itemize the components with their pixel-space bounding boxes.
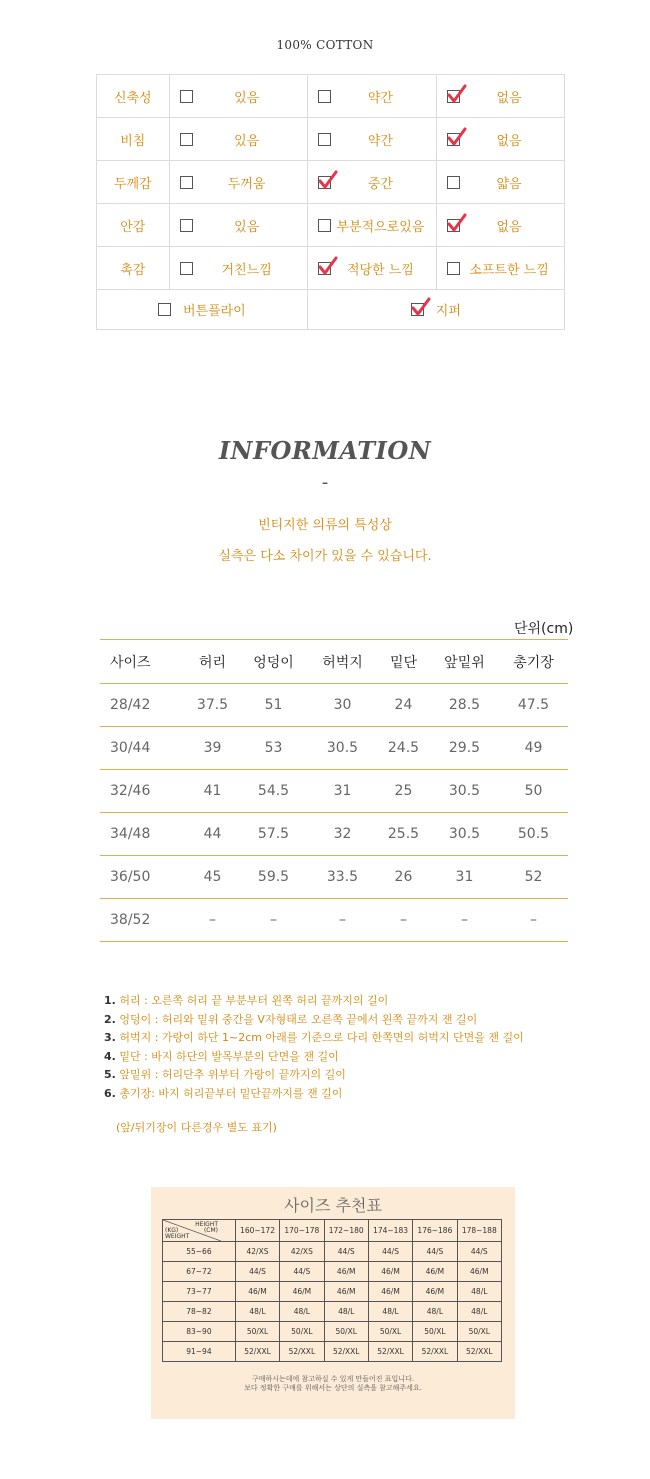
option-label: 있음 <box>234 90 260 106</box>
definition-item <box>104 1029 524 1048</box>
definition-text: 엉덩이 : 허리와 밑위 중간을 V자형태로 오른쪽 끝에서 왼쪽 끝까지 잰 길이 <box>119 1012 478 1026</box>
size-row <box>100 770 568 813</box>
size-cell: 26 <box>377 856 430 899</box>
size-cell: 50 <box>499 770 568 813</box>
size-cell: 24 <box>377 684 430 727</box>
reco-row <box>163 1262 502 1282</box>
fabric-row <box>97 204 565 247</box>
reco-row <box>163 1342 502 1362</box>
reco-note <box>151 1375 515 1393</box>
fabric-table <box>96 74 565 330</box>
size-cell: 45 <box>186 856 239 899</box>
reco-size-cell: 48/L <box>368 1302 412 1322</box>
corner-cm: (CM) <box>203 1227 218 1234</box>
checkmark-icon <box>447 84 467 104</box>
reco-row <box>163 1302 502 1322</box>
size-row <box>100 727 568 770</box>
reco-size-cell: 48/L <box>280 1302 324 1322</box>
size-cell: – <box>308 899 377 942</box>
size-cell: 31 <box>308 770 377 813</box>
size-cell: 28.5 <box>430 684 499 727</box>
option-label: 없음 <box>496 219 522 235</box>
option-label: 없음 <box>496 133 522 149</box>
definition-item <box>104 1085 524 1104</box>
reco-height-header: 172~180 <box>324 1220 368 1242</box>
definition-text: 총기장: 바지 허리끝부터 밑단끝까지를 잰 길이 <box>119 1086 343 1100</box>
reco-size-cell: 46/M <box>368 1262 412 1282</box>
info-dash: - <box>321 472 329 493</box>
checkmark-icon <box>318 170 338 190</box>
size-row <box>100 684 568 727</box>
definition-number: 5. <box>104 1068 116 1081</box>
closure-label: 버튼플라이 <box>182 304 246 319</box>
checkbox <box>447 176 460 189</box>
reco-row <box>163 1242 502 1262</box>
size-cell: 49 <box>499 727 568 770</box>
size-cell: – <box>430 899 499 942</box>
fabric-attribute: 촉감 <box>97 247 170 290</box>
size-cell: 32 <box>308 813 377 856</box>
reco-size-cell: 44/S <box>457 1242 501 1262</box>
size-cell: 37.5 <box>186 684 239 727</box>
reco-size-cell: 52/XXL <box>368 1342 412 1362</box>
reco-size-cell: 52/XXL <box>235 1342 279 1362</box>
reco-note-line-2: 보다 정확한 구매를 위해서는 상단의 실측을 참고해주세요. <box>244 1384 422 1392</box>
reco-weight-cell: 55~66 <box>163 1242 236 1262</box>
size-cell: 41 <box>186 770 239 813</box>
fabric-attribute: 안감 <box>97 204 170 247</box>
size-cell: 54.5 <box>239 770 308 813</box>
reco-size-cell: 46/M <box>235 1282 279 1302</box>
option-label: 있음 <box>234 219 260 235</box>
reco-row <box>163 1282 502 1302</box>
checkbox <box>318 133 331 146</box>
checkbox <box>180 262 193 275</box>
reco-height-header: 160~172 <box>235 1220 279 1242</box>
size-cell: 30.5 <box>308 727 377 770</box>
size-cell: 30 <box>308 684 377 727</box>
size-cell: 30.5 <box>430 770 499 813</box>
closure-option <box>97 290 308 330</box>
size-cell: 50.5 <box>499 813 568 856</box>
definition-text: 허리 : 오른쪽 허리 끝 부분부터 왼쪽 허리 끝까지의 길이 <box>119 994 389 1007</box>
checkbox <box>180 176 193 189</box>
fabric-option <box>307 161 436 204</box>
size-header-cell: 밑단 <box>377 640 430 684</box>
reco-size-cell: 52/XXL <box>457 1342 501 1362</box>
reco-size-cell: 48/L <box>235 1302 279 1322</box>
option-label: 적당한 느낌 <box>346 262 414 278</box>
reco-size-cell: 46/M <box>413 1262 457 1282</box>
size-recommendation-card <box>151 1187 515 1419</box>
size-header-cell: 앞밑위 <box>430 640 499 684</box>
option-label: 부분적으로있음 <box>336 219 425 235</box>
option-label: 얇음 <box>496 176 522 192</box>
fabric-option <box>169 161 307 204</box>
reco-height-header: 178~188 <box>457 1220 501 1242</box>
option-label: 두꺼움 <box>227 176 266 192</box>
reco-size-cell: 48/L <box>413 1302 457 1322</box>
definition-item <box>104 1011 524 1030</box>
measurement-definitions <box>104 992 524 1103</box>
size-cell: 36/50 <box>100 856 186 899</box>
size-cell: – <box>239 899 308 942</box>
reco-size-cell: 50/XL <box>457 1322 501 1342</box>
fabric-row <box>97 75 565 118</box>
reco-size-cell: 50/XL <box>235 1322 279 1342</box>
reco-corner <box>163 1220 236 1242</box>
reco-size-cell: 46/M <box>280 1282 324 1302</box>
option-label: 약간 <box>367 133 393 149</box>
size-cell: 28/42 <box>100 684 186 727</box>
reco-size-cell: 44/S <box>324 1242 368 1262</box>
reco-size-cell: 44/S <box>368 1242 412 1262</box>
size-row <box>100 856 568 899</box>
reco-size-cell: 46/M <box>413 1282 457 1302</box>
fabric-option <box>169 75 307 118</box>
reco-height-header: 174~183 <box>368 1220 412 1242</box>
reco-size-cell: 52/XXL <box>324 1342 368 1362</box>
size-cell: 51 <box>239 684 308 727</box>
reco-size-cell: 50/XL <box>413 1322 457 1342</box>
definition-item <box>104 1066 524 1085</box>
closure-option <box>307 290 564 330</box>
fabric-option <box>307 204 436 247</box>
checkbox-checked <box>318 262 331 275</box>
checkbox <box>447 262 460 275</box>
fabric-option <box>307 247 436 290</box>
size-cell: 30.5 <box>430 813 499 856</box>
definitions-note: (앞/뒤기장이 다른경우 별도 표기) <box>116 1121 277 1134</box>
notice-line-2: 실측은 다소 차이가 있을 수 있습니다. <box>218 549 432 564</box>
reco-size-cell: 48/L <box>457 1282 501 1302</box>
size-header-cell: 엉덩이 <box>239 640 308 684</box>
checkbox-checked <box>447 133 460 146</box>
size-cell: 39 <box>186 727 239 770</box>
fabric-option <box>169 247 307 290</box>
size-cell: 30/44 <box>100 727 186 770</box>
reco-size-cell: 50/XL <box>280 1322 324 1342</box>
reco-size-cell: 44/S <box>280 1262 324 1282</box>
size-cell: 31 <box>430 856 499 899</box>
reco-size-cell: 46/M <box>324 1262 368 1282</box>
definition-number: 3. <box>104 1031 116 1044</box>
checkbox <box>318 90 331 103</box>
definition-number: 2. <box>104 1012 116 1026</box>
option-label: 중간 <box>367 176 393 192</box>
checkbox <box>318 219 331 232</box>
reco-size-cell: 46/M <box>368 1282 412 1302</box>
fabric-option <box>437 75 565 118</box>
reco-height-header: 170~178 <box>280 1220 324 1242</box>
size-cell: 33.5 <box>308 856 377 899</box>
size-cell: – <box>377 899 430 942</box>
fabric-row <box>97 118 565 161</box>
fabric-option <box>437 204 565 247</box>
checkbox-checked <box>447 219 460 232</box>
reco-size-cell: 52/XXL <box>413 1342 457 1362</box>
reco-weight-cell: 78~82 <box>163 1302 236 1322</box>
fabric-option <box>437 247 565 290</box>
checkbox <box>180 133 193 146</box>
size-row <box>100 813 568 856</box>
fabric-title: 100% COTTON <box>276 38 374 52</box>
reco-size-cell: 42/XS <box>280 1242 324 1262</box>
option-label: 있음 <box>234 133 260 149</box>
size-cell: 32/46 <box>100 770 186 813</box>
size-header-cell: 사이즈 <box>100 640 186 684</box>
size-table <box>100 639 568 942</box>
fabric-option <box>437 118 565 161</box>
definition-text: 허벅지 : 가랑이 하단 1~2cm 아래를 기준으로 다리 한쪽면의 허벅지 단면을 잰 길이 <box>119 1031 524 1044</box>
fabric-attribute: 두께감 <box>97 161 170 204</box>
size-cell: 38/52 <box>100 899 186 942</box>
corner-height: HEIGHT <box>195 1221 218 1228</box>
reco-size-cell: 42/XS <box>235 1242 279 1262</box>
unit-label: 단위(cm) <box>514 621 574 637</box>
definition-number: 1. <box>104 994 116 1007</box>
reco-weight-cell: 73~77 <box>163 1282 236 1302</box>
checkbox-checked <box>318 176 331 189</box>
reco-weight-cell: 83~90 <box>163 1322 236 1342</box>
reco-title: 사이즈 추천표 <box>284 1196 382 1215</box>
reco-size-cell: 44/S <box>413 1242 457 1262</box>
option-label: 없음 <box>496 90 522 106</box>
size-row <box>100 899 568 942</box>
reco-size-cell: 50/XL <box>368 1322 412 1342</box>
corner-kg: (KG) <box>165 1227 179 1234</box>
reco-note-line-1: 구매하시는데에 참고하실 수 있게 만들어진 표입니다. <box>251 1375 415 1383</box>
size-header-cell: 허리 <box>186 640 239 684</box>
size-cell: 52 <box>499 856 568 899</box>
fabric-attribute: 신축성 <box>97 75 170 118</box>
fabric-option <box>169 204 307 247</box>
definition-text: 밑단 : 바지 하단의 발목부분의 단면을 잰 길이 <box>119 1049 339 1063</box>
corner-weight: WEIGHT <box>165 1233 190 1240</box>
size-header-cell: 총기장 <box>499 640 568 684</box>
notice-line-1: 빈티지한 의류의 특성상 <box>258 518 392 533</box>
option-label: 약간 <box>367 90 393 106</box>
reco-weight-cell: 91~94 <box>163 1342 236 1362</box>
reco-size-cell: 46/M <box>324 1282 368 1302</box>
fabric-option <box>169 118 307 161</box>
size-cell: 25 <box>377 770 430 813</box>
definition-item <box>104 1048 524 1067</box>
reco-row <box>163 1322 502 1342</box>
size-cell: 59.5 <box>239 856 308 899</box>
definition-item <box>104 992 524 1011</box>
checkmark-icon <box>318 256 338 276</box>
size-cell: 44 <box>186 813 239 856</box>
reco-size-cell: 50/XL <box>324 1322 368 1342</box>
info-title: INFORMATION <box>218 436 432 465</box>
size-cell: 53 <box>239 727 308 770</box>
fabric-option <box>437 161 565 204</box>
reco-table <box>162 1219 502 1362</box>
size-cell: – <box>186 899 239 942</box>
checkmark-icon <box>447 127 467 147</box>
definition-number: 6. <box>104 1086 116 1100</box>
fabric-row <box>97 247 565 290</box>
size-cell: 25.5 <box>377 813 430 856</box>
size-cell: 34/48 <box>100 813 186 856</box>
size-cell: 24.5 <box>377 727 430 770</box>
reco-height-header: 176~186 <box>413 1220 457 1242</box>
size-header-cell: 허벅지 <box>308 640 377 684</box>
definition-text: 앞밑위 : 허리단추 위부터 가랑이 끝까지의 길이 <box>119 1068 346 1081</box>
checkmark-icon <box>411 297 431 317</box>
checkbox <box>158 303 171 316</box>
checkbox <box>180 90 193 103</box>
closure-label: 지퍼 <box>435 304 461 319</box>
option-label: 소프트한 느낌 <box>469 262 549 278</box>
checkbox-checked <box>447 90 460 103</box>
size-cell: 29.5 <box>430 727 499 770</box>
reco-size-cell: 44/S <box>235 1262 279 1282</box>
closure-row <box>97 290 565 330</box>
reco-size-cell: 46/M <box>457 1262 501 1282</box>
reco-size-cell: 52/XXL <box>280 1342 324 1362</box>
checkbox-checked <box>411 303 424 316</box>
option-label: 거친느낌 <box>221 262 272 278</box>
reco-size-cell: 48/L <box>457 1302 501 1322</box>
fabric-option <box>307 118 436 161</box>
size-cell: – <box>499 899 568 942</box>
fabric-attribute: 비침 <box>97 118 170 161</box>
reco-weight-cell: 67~72 <box>163 1262 236 1282</box>
fabric-option <box>307 75 436 118</box>
size-cell: 47.5 <box>499 684 568 727</box>
checkmark-icon <box>447 213 467 233</box>
fabric-row <box>97 161 565 204</box>
definition-number: 4. <box>104 1049 116 1063</box>
size-cell: 57.5 <box>239 813 308 856</box>
checkbox <box>180 219 193 232</box>
reco-size-cell: 48/L <box>324 1302 368 1322</box>
